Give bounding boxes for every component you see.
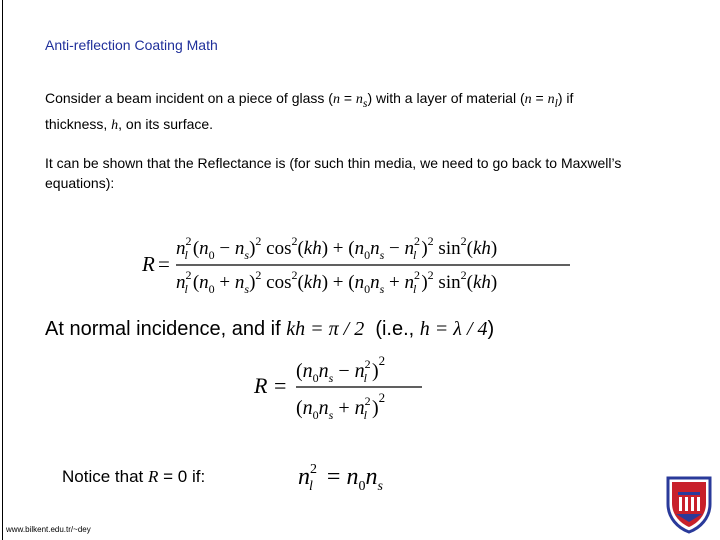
equation-reflectance-general xyxy=(140,228,580,300)
svg-text:(n0ns + n2l)2: ($n_0n_s + n^2$ l )$^2$ xyxy=(296,390,386,422)
svg-text:n2l(n0 + ns)2 cos2(kh) + (n0ns: $n^2$ l $(n_0 + n_s)^2$ $\cos^2(kh) + (n_0n_s + n^2$ l )$^2$ $\sin^2(kh)$ xyxy=(176,268,498,296)
svg-text:R: R xyxy=(254,373,268,398)
equation-reflectance-normal xyxy=(252,350,432,425)
slide-title: Anti-reflection Coating Math xyxy=(45,37,218,53)
university-crest-logo xyxy=(664,474,714,534)
equation-zero-condition xyxy=(296,456,416,496)
svg-text:=: = xyxy=(158,252,170,276)
notice-line: Notice that R = 0 if: xyxy=(62,467,206,486)
normal-incidence-line: At normal incidence, and if kh = π / 2 (i.e., h = λ / 4) xyxy=(45,318,495,340)
svg-text:=: = xyxy=(274,373,287,398)
paragraph-intro: Consider a beam incident on a piece of glass $(n = n_s)$ with a layer of material $(n = n_l)$ if thickness, h, on its surface. xyxy=(45,90,574,133)
footer-url[interactable]: www.bilkent.edu.tr/~dey xyxy=(6,525,91,534)
svg-text:R: R xyxy=(142,252,155,276)
svg-text:n2l(n0 − ns)2 cos2(kh) + (n0ns: $n^2$ l $(n_0 - n_s)^2$ $\cos^2(kh) + (n_0n_s - n^2$ l )$^2$ $\sin^2(kh)$ xyxy=(176,234,498,262)
svg-text:n2l = n0ns: $n^2$ $l = n_0n_s$ xyxy=(298,462,383,494)
svg-text:(n0ns − n2l)2: ($n_0n_s - n^2$ l )$^2$ xyxy=(296,353,386,385)
slide-left-border xyxy=(2,0,3,540)
paragraph-reflectance: It can be shown that the Reflectance is (for such thin media, we need to go back to Maxwell’s equations): xyxy=(45,155,622,191)
